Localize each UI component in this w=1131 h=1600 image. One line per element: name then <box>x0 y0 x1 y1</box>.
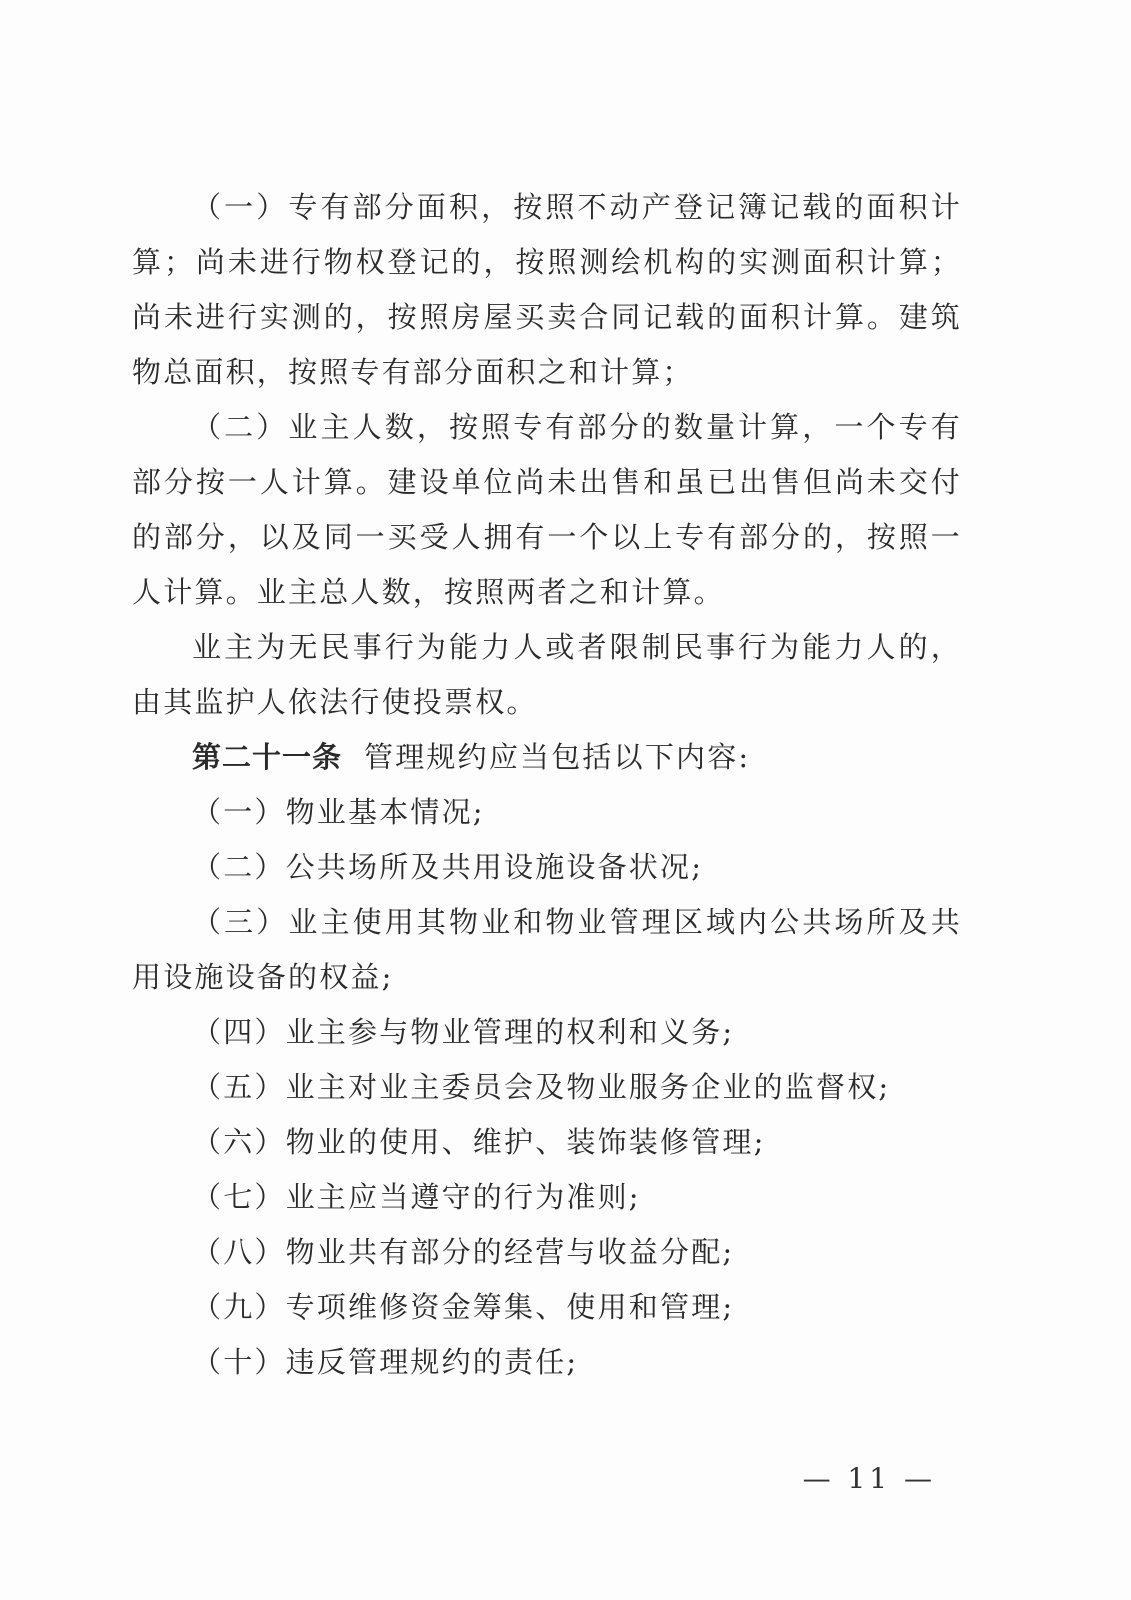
paragraph-owner-count: （二）业主人数，按照专有部分的数量计算，一个专有部分按一人计算。建设单位尚未出售和虽已出售但尚未交付的部分，以及同一买受人拥有一个以上专有部分的，按照一人计算。业主总人数，按照两者之和计算。 <box>132 410 962 609</box>
list-item: （八）物业共有部分的经营与收益分配; <box>192 1235 735 1269</box>
article-text: 管理规约应当包括以下内容: <box>364 740 751 774</box>
list-item: （四）业主参与物业管理的权利和义务; <box>192 1015 735 1049</box>
paragraph-area-calculation: （一）专有部分面积，按照不动产登记簿记载的面积计算；尚未进行物权登记的，按照测绘机构的实测面积计算；尚未进行实测的，按照房屋买卖合同记载的面积计算。建筑物总面积，按照专有部分面积之和计算； <box>132 190 962 389</box>
list-item: （一）物业基本情况; <box>192 795 485 829</box>
list-item: （九）专项维修资金筹集、使用和管理; <box>192 1290 735 1324</box>
page-number: — 11 — <box>802 1462 936 1495</box>
article-heading: 第二十一条 <box>192 740 343 774</box>
paragraph-guardian-voting: 业主为无民事行为能力人或者限制民事行为能力人的，由其监护人依法行使投票权。 <box>132 630 962 719</box>
list-item: （十）违反管理规约的责任; <box>192 1345 579 1379</box>
list-item: （五）业主对业主委员会及物业服务企业的监督权; <box>192 1070 891 1104</box>
list-item: （六）物业的使用、维护、装饰装修管理; <box>192 1125 766 1159</box>
list-item: （七）业主应当遵守的行为准则; <box>192 1180 641 1214</box>
document-body <box>132 180 962 1390</box>
list-item: （三）业主使用其物业和物业管理区域内公共场所及共用设施设备的权益; <box>132 905 962 994</box>
article-21 <box>132 730 962 785</box>
list-item: （二）公共场所及共用设施设备状况; <box>192 850 704 884</box>
